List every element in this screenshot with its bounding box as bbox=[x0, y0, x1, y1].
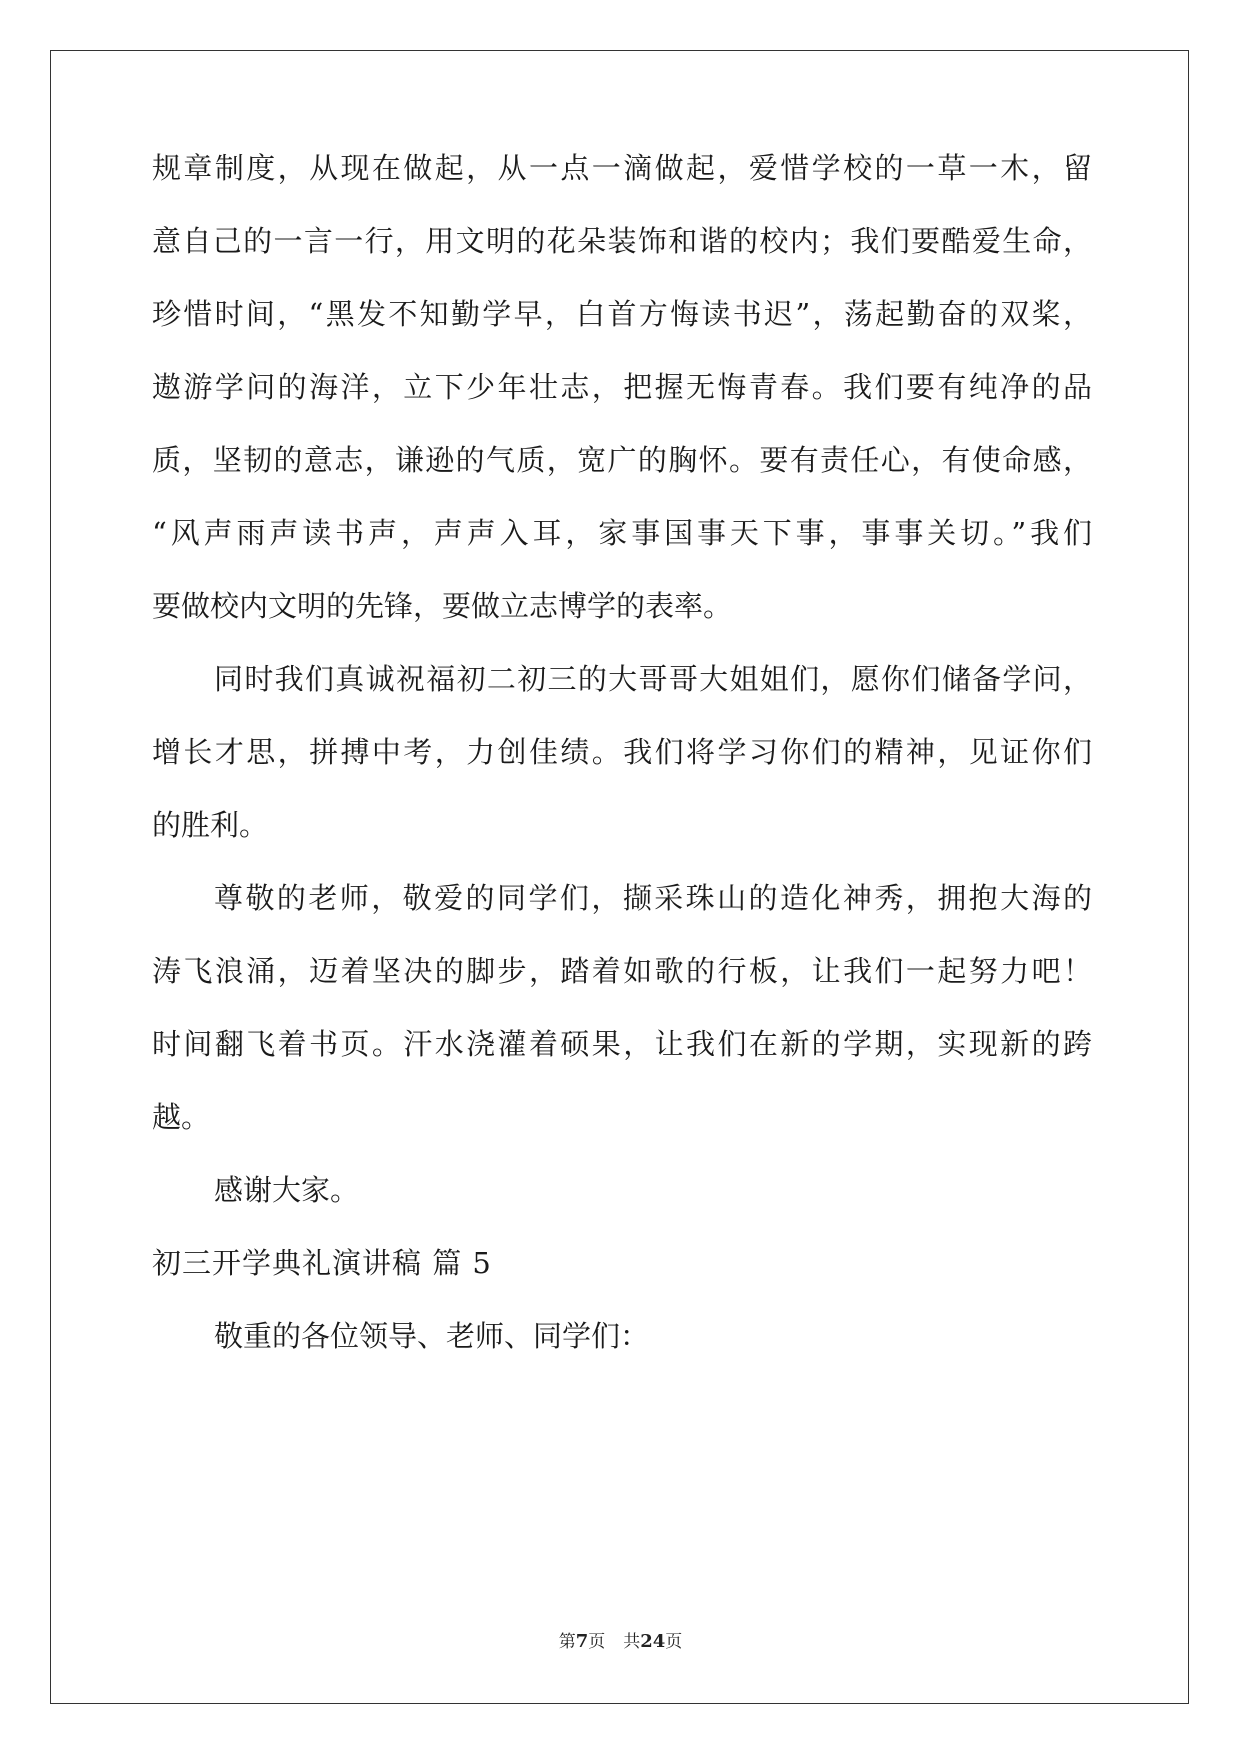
paragraph-line: 要做校内文明的先锋，要做立志博学的表率。 bbox=[152, 589, 733, 623]
paragraph-line: 涛飞浪涌，迈着坚决的脚步，踏着如歌的行板，让我们一起努力吧！ bbox=[152, 954, 1092, 988]
paragraph-line: 规章制度，从现在做起，从一点一滴做起，爱惜学校的一草一木，留 bbox=[152, 151, 1092, 185]
page-suffix: 页 bbox=[588, 1632, 606, 1652]
paragraph-line: 质，坚韧的意志，谦逊的气质，宽广的胸怀。要有责任心，有使命感， bbox=[152, 443, 1092, 477]
total-suffix: 页 bbox=[665, 1632, 683, 1652]
page-number: 7 bbox=[575, 1631, 589, 1652]
paragraph-line: 时间翻飞着书页。汗水浇灌着硕果，让我们在新的学期，实现新的跨 bbox=[152, 1027, 1092, 1061]
paragraph-line: 的胜利。 bbox=[152, 808, 269, 842]
paragraph-line: 尊敬的老师，敬爱的同学们，撷采珠山的造化神秀，拥抱大海的 bbox=[214, 881, 1092, 915]
paragraph-line: 感谢大家。 bbox=[214, 1173, 360, 1207]
paragraph-line: 敬重的各位领导、老师、同学们： bbox=[214, 1319, 650, 1353]
paragraph-line: 增长才思，拼搏中考，力创佳绩。我们将学习你们的精神，见证你们 bbox=[152, 735, 1092, 769]
paragraph-line: 珍惜时间，“黑发不知勤学早，白首方悔读书迟”，荡起勤奋的双桨， bbox=[152, 297, 1092, 331]
total-prefix: 共 bbox=[623, 1632, 641, 1652]
page-footer bbox=[0, 1627, 1241, 1652]
paragraph-line: 遨游学问的海洋，立下少年壮志，把握无悔青春。我们要有纯净的品 bbox=[152, 370, 1092, 404]
paragraph-line: 越。 bbox=[152, 1100, 211, 1134]
paragraph-line: “风声雨声读书声，声声入耳，家事国事天下事，事事关切。”我们 bbox=[152, 516, 1092, 550]
paragraph-line: 意自己的一言一行，用文明的花朵装饰和谐的校内；我们要酷爱生命， bbox=[152, 224, 1092, 258]
total-pages: 24 bbox=[640, 1631, 666, 1652]
page-prefix: 第 bbox=[558, 1632, 576, 1652]
section-heading: 初三开学典礼演讲稿 篇 5 bbox=[152, 1246, 492, 1280]
paragraph-line: 同时我们真诚祝福初二初三的大哥哥大姐姐们，愿你们储备学问， bbox=[214, 662, 1092, 696]
